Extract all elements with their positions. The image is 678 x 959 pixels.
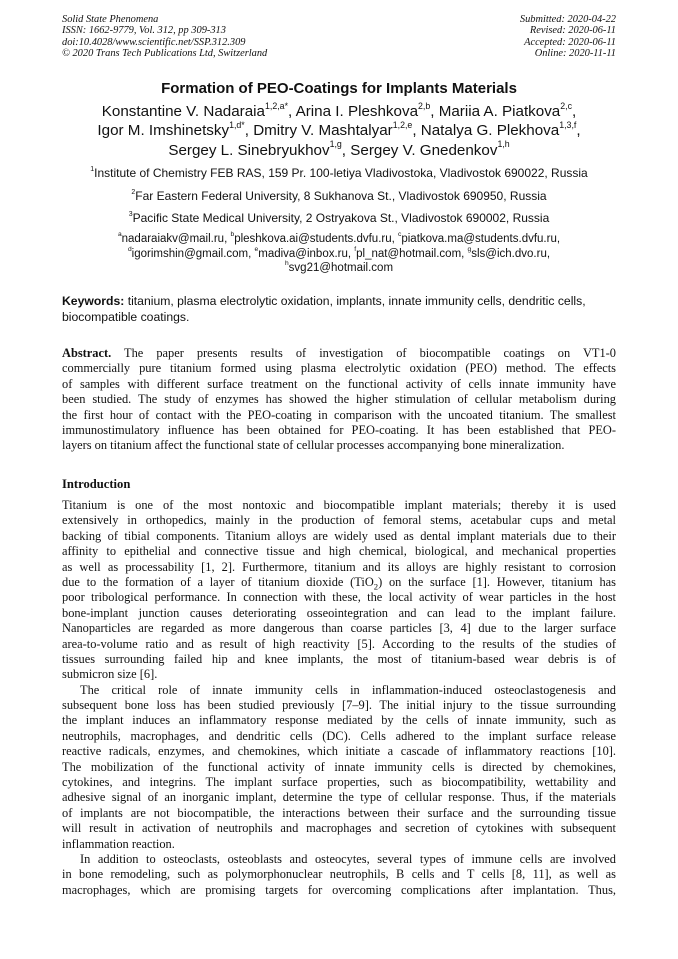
keywords-line (62, 294, 616, 310)
affiliation-text: Pacific State Medical University, 2 Ostryakova St., Vladivostok 690002, Russia (132, 211, 550, 225)
abstract-line: immunostimulatory influence has been obtained for PEO-coating. It has been established that PEO- (62, 422, 616, 437)
affiliation-3 (0, 211, 678, 225)
email-address: pleshkova.ai@students.dvfu.ru, (234, 233, 399, 245)
abstract-line (62, 346, 616, 361)
email-list (40, 232, 638, 276)
journal-name: Solid State Phenomena (62, 14, 159, 25)
introduction-line: backing of tibial components. Titanium alloys are widely used as dental implant materials due to their (62, 528, 616, 543)
introduction-line: Nanoparticles are regarded as more dangerous than coarse particles [3, 4] due to the larger surface (62, 621, 616, 636)
introduction-line: reactive radicals, enzymes, and chemokines, which initiate a cascade of inflammatory reactions [10]. (62, 744, 616, 759)
journal-copyright: © 2020 Trans Tech Publications Ltd, Switzerland (62, 48, 268, 60)
author-separator: , (572, 103, 577, 120)
email-line (40, 247, 638, 262)
author-affiliation-mark: 2,b (418, 100, 431, 111)
affiliation-2 (0, 189, 678, 203)
abstract-line: commercially pure titanium formed using plasma electrolytic oxidation (PEO) method. The effects (62, 361, 616, 376)
introduction-line: inflammation reaction. (62, 836, 175, 851)
author-separator: , (244, 122, 254, 140)
date-submitted: Submitted: 2020-04-22 (519, 14, 616, 25)
author-name: Sergey V. Gnedenkov (350, 141, 498, 159)
section-heading-introduction: Introduction (62, 477, 131, 491)
introduction-line: cytokines, and integrins. The implant surface properties, such as biocompatibility, wettability and (62, 775, 616, 790)
keywords-block (62, 294, 616, 325)
affiliation-mark: 2 (131, 188, 136, 196)
email-mark: f (354, 245, 357, 253)
journal-issn: ISSN: 1662-9779, Vol. 312, pp 309-313 (62, 25, 226, 37)
keywords-line: biocompatible coatings. (62, 309, 190, 324)
introduction-line: macrophages, which are promising targets for overcoming complications after implantation. Thus, (62, 882, 616, 897)
introduction-line: poor tribological performance. In connection with these, the local activity of wear particles in the host (62, 590, 616, 605)
author-name: Mariia A. Piatkova (438, 103, 561, 120)
introduction-line: bone-implant junction causes deteriorating osseointegration and can lead to the implant failure. (62, 605, 616, 620)
author-affiliation-mark: 1,2,e (392, 120, 413, 131)
author-separator: , (430, 103, 439, 120)
introduction-line: submicron size [6]. (62, 667, 158, 682)
abstract-line: been studied. The study of enzymes has showed the higher stimulation of cellular metabolism during (62, 392, 616, 407)
introduction-line: in bone remodeling, such as polymorphonuclear neutrophils, B cells and T cells [8, 11], as well as (62, 867, 616, 882)
affiliation-mark: 3 (128, 210, 133, 218)
email-mark: g (467, 245, 472, 253)
date-online: Online: 2020-11-11 (534, 48, 616, 60)
email-address: madiva@inbox.ru, (258, 247, 355, 260)
introduction-line: of implants are not biocompatible, the interactions between their surface and the surrounding tissue (62, 805, 616, 820)
introduction-line: extensively in orthopedics, mainly in the production of femoral stems, acetabular cups and metal (62, 513, 616, 528)
email-mark: h (284, 260, 289, 268)
abstract-line: the first hour of contact with the PEO-coating in comparison with the uncoated titanium. The smallest (62, 407, 616, 422)
email-address: nadaraiakv@mail.ru, (121, 233, 231, 245)
author-affiliation-mark: 1,3,f (559, 120, 577, 131)
author-name: Dmitry V. Mashtalyar (253, 122, 393, 140)
author-affiliation-mark: 1,2,a* (265, 100, 288, 111)
author-line (40, 141, 638, 160)
introduction-line: In addition to osteoclasts, osteoblasts and osteocytes, several types of immune cells are involved (80, 851, 616, 866)
introduction-line: area-to-volume ratio and as result of high reactivity [5]. According to the results of the studies of (62, 636, 616, 651)
introduction-line: subsequent bone loss has been studied previously [7–9]. The initial injury to the tissue surrounding (62, 698, 616, 713)
introduction-line: will result in activation of neutrophils and macrophages and secretion of cytokines with subsequent (62, 821, 616, 836)
abstract-line: layers on titanium affect the functional state of cellular processes accompanying bone mineralization. (62, 438, 565, 453)
introduction-line: neutrophils, macrophages, and dendritic cells (DC). Cells adhered to the implant surface release (62, 728, 616, 743)
author-name: Igor M. Imshinetsky (97, 122, 230, 140)
email-line (40, 261, 638, 276)
author-name: Sergey L. Sinebryukhov (168, 141, 330, 159)
introduction-line: as well as processability [1, 2]. Furthermore, titanium and its alloys are highly resistant to corrosion (62, 559, 616, 574)
introduction-body (62, 498, 616, 898)
introduction-line: The mobilization of the functional activity of innate immunity cells is directed by chemokines, (62, 759, 616, 774)
keywords-text: titanium, plasma electrolytic oxidation, implants, innate immunity cells, dendritic cells, (127, 294, 586, 308)
author-line (40, 121, 638, 140)
email-address: piatkova.ma@students.dvfu.ru, (401, 233, 561, 245)
introduction-line: tissues surrounding failed hip and knee implants, the most of titanium-based wear debris is of (62, 651, 616, 666)
email-address: svg21@hotmail.com (288, 262, 394, 274)
author-affiliation-mark: 1,g (329, 139, 342, 150)
journal-doi: doi:10.4028/www.scientific.net/SSP.312.309 (62, 36, 246, 48)
affiliation-text: Far Eastern Federal University, 8 Sukhanova St., Vladivostok 690950, Russia (135, 189, 547, 203)
email-mark: c (398, 231, 402, 239)
author-affiliation-mark: 1,d* (229, 120, 245, 131)
author-line (40, 102, 638, 121)
introduction-line: Titanium is one of the most nontoxic and biocompatible implant materials; thereby it is used (62, 498, 616, 512)
date-accepted: Accepted: 2020-06-11 (524, 36, 616, 48)
paper-title: Formation of PEO-Coatings for Implants Materials (161, 80, 517, 97)
email-address: pl_nat@hotmail.com, (356, 247, 468, 260)
keywords-label: Keywords: (62, 294, 125, 308)
email-line (40, 232, 638, 247)
introduction-line: the implant induces an inflammatory response mediated by the cells of innate immunity, such as (62, 713, 616, 728)
affiliation-text: Institute of Chemistry FEB RAS, 159 Pr. 100-letiya Vladivostoka, Vladivostok 690022, Russia (94, 166, 588, 180)
author-name: Natalya G. Plekhova (420, 122, 560, 140)
email-address: igorimshin@gmail.com, (131, 247, 255, 260)
author-separator: , (412, 122, 421, 140)
author-separator: , (576, 122, 581, 140)
email-mark: b (230, 231, 235, 239)
author-separator: , (341, 141, 351, 159)
date-revised: Revised: 2020-06-11 (529, 25, 616, 37)
author-affiliation-mark: 2,c (560, 100, 573, 111)
abstract-text: The paper presents results of investigation of biocompatible coatings on VT1-0 (124, 346, 617, 360)
publication-dates (520, 14, 616, 60)
email-mark: a (117, 231, 122, 239)
affiliation-1 (0, 166, 678, 180)
author-affiliation-mark: 1,h (497, 139, 510, 150)
email-mark: d (127, 245, 132, 253)
introduction-line: affinity to epithelial and connective tissue and high chemical, biological, and mechanical properties (62, 544, 616, 559)
abstract-line: of samples with different surface treatment on the functional activity of cells innate immunity have (62, 376, 616, 391)
email-address: sls@ich.dvo.ru, (471, 247, 551, 260)
email-mark: e (254, 245, 259, 253)
introduction-line: adhesive signal of an inorganic implant, determine the type of cellular response. Thus, if the materials (62, 790, 616, 805)
introduction-line: The critical role of innate immunity cells in inflammation-induced osteoclastogenesis and (80, 682, 616, 697)
affiliation-mark: 1 (90, 165, 95, 173)
author-name: Konstantine V. Nadaraia (101, 103, 265, 120)
author-separator: , (288, 103, 296, 120)
author-list (40, 102, 638, 160)
author-name: Arina I. Pleshkova (295, 103, 419, 120)
journal-info (62, 14, 267, 60)
abstract-label: Abstract. (62, 346, 112, 360)
introduction-line: due to the formation of a layer of titanium dioxide (TiO$_2$) on the surface [1]. However, titanium has (62, 574, 616, 592)
abstract-block (62, 346, 616, 454)
